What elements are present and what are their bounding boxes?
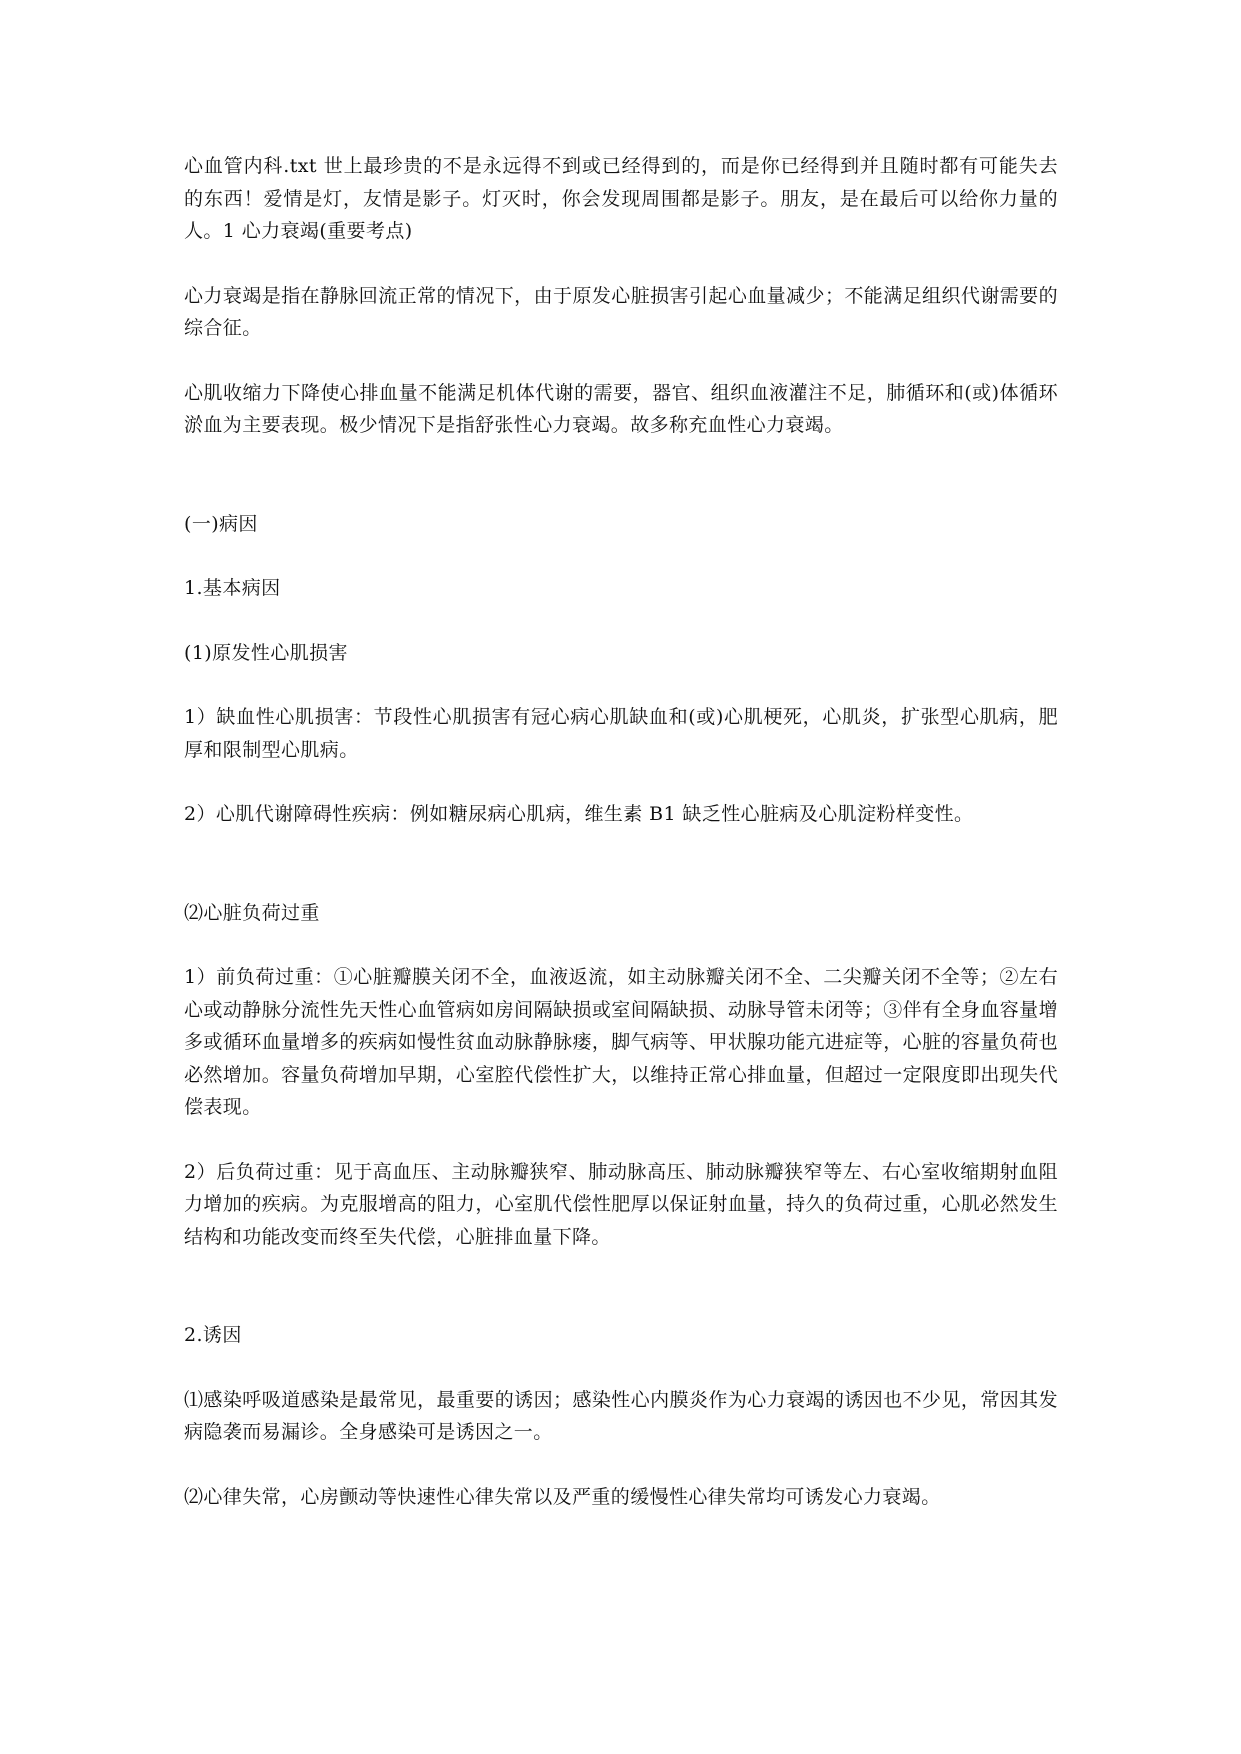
list-item-infection: ⑴感染呼吸道感染是最常见，最重要的诱因；感染性心内膜炎作为心力衰竭的诱因也不少见，常因其发病隐袭而易漏诊。全身感染可是诱因之一。	[184, 1388, 1058, 1443]
subsection-heading-triggers: 2.诱因	[184, 1324, 242, 1346]
definition-paragraph: 心力衰竭是指在静脉回流正常的情况下，由于原发心脏损害引起心血量减少；不能满足组织代谢需要的综合征。	[184, 284, 1058, 339]
section-heading-etiology: (一)病因	[184, 512, 258, 535]
list-item-ischemic: 1）缺血性心肌损害：节段性心肌损害有冠心病心肌缺血和(或)心肌梗死，心肌炎，扩张型心肌病，肥厚和限制型心肌病。	[184, 706, 1058, 761]
list-item-metabolic: 2）心肌代谢障碍性疾病：例如糖尿病心肌病，维生素 B1 缺乏性心脏病及心肌淀粉样变性。	[184, 803, 974, 825]
intro-paragraph: 心血管内科.txt 世上最珍贵的不是永远得不到或已经得到的，而是你已经得到并且随时都有可能失去的东西！爱情是灯，友情是影子。灯灭时，你会发现周围都是影子。朋友，是在最后可以给你力量的人。1 心力衰竭(重要考点)	[184, 155, 1058, 242]
subsection-heading-overload: ⑵心脏负荷过重	[184, 901, 320, 924]
list-item-afterload: 2）后负荷过重：见于高血压、主动脉瓣狭窄、肺动脉高压、肺动脉瓣狭窄等左、右心室收缩期射血阻力增加的疾病。为克服增高的阻力，心室肌代偿性肥厚以保证射血量，持久的负荷过重，心肌必然发生结构和功能改变而终至失代偿，心脏排血量下降。	[184, 1160, 1058, 1248]
document-body	[184, 150, 1058, 1513]
subsection-heading-basic-causes: 1.基本病因	[184, 577, 281, 599]
list-item-preload: 1）前负荷过重：①心脏瓣膜关闭不全，血液返流，如主动脉瓣关闭不全、二尖瓣关闭不全等；②左右心或动静脉分流性先天性心血管病如房间隔缺损或室间隔缺损、动脉导管未闭等；③伴有全身血容量增多或循环血量增多的疾病如慢性贫血动脉静脉瘘，脚气病等、甲状腺功能亢进症等，心脏的容量负荷也必然增加。容量负荷增加早期，心室腔代偿性扩大，以维持正常心排血量，但超过一定限度即出现失代偿表现。	[184, 966, 1058, 1118]
description-paragraph: 心肌收缩力下降使心排血量不能满足机体代谢的需要，器官、组织血液灌注不足，肺循环和(或)体循环淤血为主要表现。极少情况下是指舒张性心力衰竭。故多称充血性心力衰竭。	[184, 381, 1058, 436]
list-item-arrhythmia: ⑵心律失常，心房颤动等快速性心律失常以及严重的缓慢性心律失常均可诱发心力衰竭。	[184, 1485, 941, 1508]
subsection-heading-myocardial-damage: (1)原发性心肌损害	[184, 641, 348, 664]
